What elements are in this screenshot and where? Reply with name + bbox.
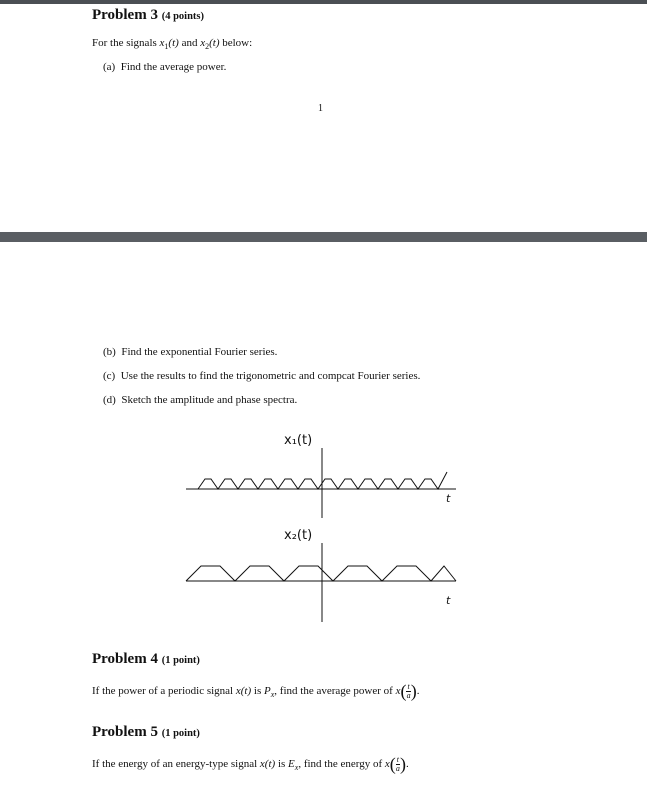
p4-power-sub: x — [270, 690, 275, 700]
problem-3-title: Problem 3 — [92, 7, 158, 23]
p5-mid: , find the energy of — [298, 758, 385, 771]
intro-x1-sub: 1 — [164, 42, 169, 52]
x2-label: x₂(t) — [284, 528, 313, 543]
problem-5-points: (1 point) — [161, 728, 200, 739]
p4-mid: , find the average power of — [274, 685, 396, 698]
part-b — [103, 346, 277, 358]
part-a — [103, 61, 226, 73]
x1-plot — [186, 448, 456, 518]
part-a-text: Find the average power. — [120, 61, 227, 73]
problem-3-intro — [92, 37, 252, 51]
intro-x2: x — [200, 37, 206, 49]
intro-x2-sub: 2 — [205, 42, 210, 52]
x2-t-axis-label: t — [446, 594, 451, 607]
page-break-bar — [0, 232, 647, 242]
x1-t-axis-label: t — [446, 492, 451, 505]
problem-5-text: If the energy of an energy-type signal x(t) is $E_x$, find the energy of x( $\frac{t}{a}$ ). — [92, 754, 409, 774]
part-c-text: Use the results to find the trigonometric and compcat Fourier series. — [120, 370, 421, 382]
intro-suffix: below: — [219, 37, 253, 49]
problem-3-points: (4 points) — [161, 11, 205, 22]
problem-4-text: If the power of a periodic signal x(t) is $P_x$, find the average power of x( $\frac{t}{a}$ ). — [92, 681, 420, 701]
x2-plot — [186, 543, 456, 622]
part-d-text: Sketch the amplitude and phase spectra. — [121, 394, 298, 406]
p5-arg: (t) — [264, 758, 276, 771]
p4-x: x — [395, 685, 401, 698]
p4-power-symbol: P — [264, 685, 271, 698]
p5-frac-den: a — [395, 764, 400, 773]
intro-and: and — [178, 37, 201, 49]
part-b-label: (b) — [103, 346, 116, 358]
part-b-text: Find the exponential Fourier series. — [121, 346, 278, 358]
part-c — [103, 370, 420, 382]
p5-is: is — [275, 758, 289, 771]
part-d-label: (d) — [103, 394, 116, 406]
top-page-border — [0, 0, 647, 4]
problem-5-heading — [92, 724, 200, 741]
part-d — [103, 394, 297, 406]
p4-is: is — [251, 685, 264, 698]
intro-x1-arg: (t) — [168, 37, 179, 49]
p4-frac-num: t — [407, 682, 410, 691]
p5-energy-sub: x — [294, 763, 299, 773]
intro-prefix: For the signals — [92, 37, 160, 49]
p5-signal: x — [259, 758, 265, 771]
x2-trapezoid-waveform — [186, 566, 456, 581]
p4-signal: x — [235, 685, 241, 698]
p4-end: . — [416, 685, 420, 698]
problem-4-title: Problem 4 — [92, 651, 158, 667]
p5-frac-num: t — [396, 755, 400, 764]
p5-x: x — [384, 758, 390, 771]
part-c-label: (c) — [103, 370, 116, 382]
intro-x1: x — [159, 37, 165, 49]
x1-trapezoid-waveform — [198, 472, 447, 489]
problem-3-heading — [92, 7, 204, 24]
p4-arg: (t) — [240, 685, 252, 698]
problem-4-heading — [92, 651, 200, 668]
intro-x2-arg: (t) — [209, 37, 220, 49]
p5-end: . — [406, 758, 409, 771]
p5-energy-symbol: E — [288, 758, 295, 771]
x1-label: x₁(t) — [284, 433, 313, 448]
p5-prefix: If the energy of an energy-type signal — [92, 758, 260, 771]
problem-5-title: Problem 5 — [92, 724, 158, 740]
part-a-label: (a) — [103, 61, 116, 73]
page-number: 1 — [318, 103, 323, 114]
problem-4-points: (1 point) — [161, 655, 200, 666]
p4-frac-den: a — [406, 691, 411, 700]
p4-prefix: If the power of a periodic signal — [92, 685, 236, 698]
